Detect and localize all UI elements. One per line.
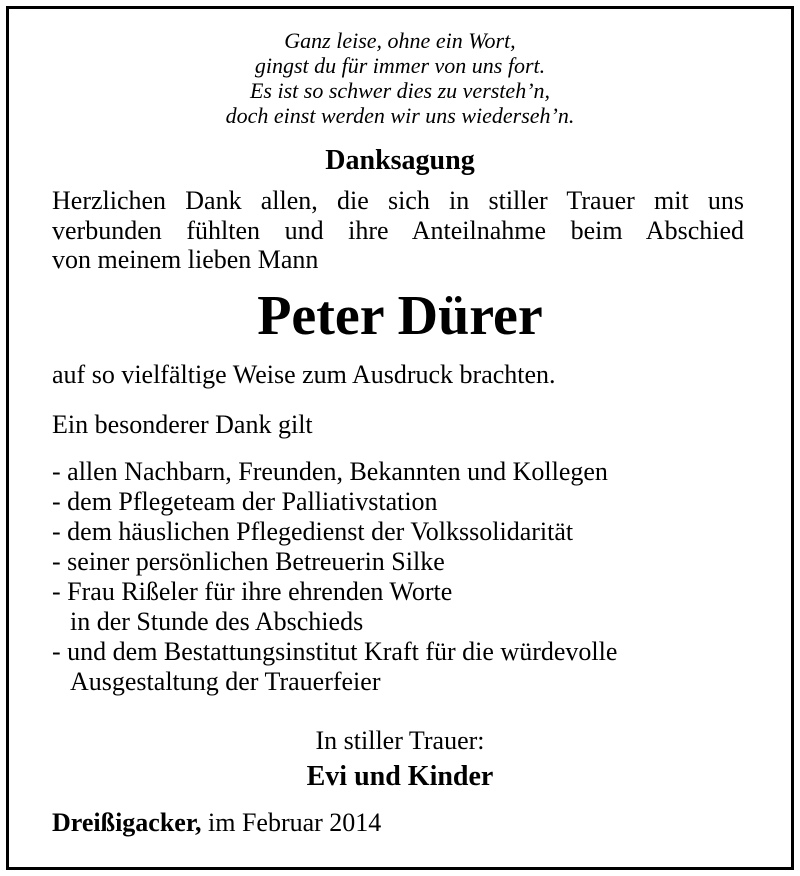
date-text: im Februar 2014 — [201, 808, 382, 837]
special-thanks-text: Ein besonderer Dank gilt — [52, 410, 313, 439]
intro-paragraph — [52, 186, 744, 275]
intro-line: Herzlichen Dank allen, die sich in stiller Trauer mit uns — [52, 186, 744, 215]
list-item: - dem häuslichen Pflegedienst der Volkssolidarität — [52, 517, 574, 546]
list-item-continuation: in der Stunde des Abschieds — [70, 607, 364, 636]
list-item-continuation: Ausgestaltung der Trauerfeier — [70, 667, 381, 696]
list-item: - und dem Bestattungsinstitut Kraft für die würdevolle — [52, 637, 618, 666]
poem-line: Es ist so schwer dies zu versteh’n, — [249, 78, 551, 103]
poem-line: Ganz leise, ohne ein Wort, — [284, 28, 516, 53]
list-item: - allen Nachbarn, Freunden, Bekannten und Kollegen — [52, 457, 608, 486]
thanks-list — [52, 457, 617, 697]
intro-line: von meinem lieben Mann — [52, 245, 319, 274]
intro-line: verbunden fühlten und ihre Anteilnahme beim Abschied — [52, 215, 744, 245]
footer — [52, 808, 381, 838]
place-name: Dreißigacker, — [52, 808, 202, 837]
signer: Evi und Kinder — [306, 761, 494, 792]
closing-text: In stiller Trauer: — [315, 726, 485, 755]
heading: Danksagung — [325, 145, 475, 176]
deceased-name: Peter Dürer — [257, 285, 543, 347]
list-item: - Frau Rißeler für ihre ehrenden Worte — [52, 577, 453, 606]
after-name-text: auf so vielfältige Weise zum Ausdruck brachten. — [52, 360, 556, 389]
list-item: - dem Pflegeteam der Palliativstation — [52, 487, 438, 516]
list-item: - seiner persönlichen Betreuerin Silke — [52, 547, 445, 576]
poem-line: doch einst werden wir uns wiederseh’n. — [225, 103, 575, 128]
poem-line: gingst du für immer von uns fort. — [254, 53, 546, 78]
poem — [0, 28, 800, 128]
